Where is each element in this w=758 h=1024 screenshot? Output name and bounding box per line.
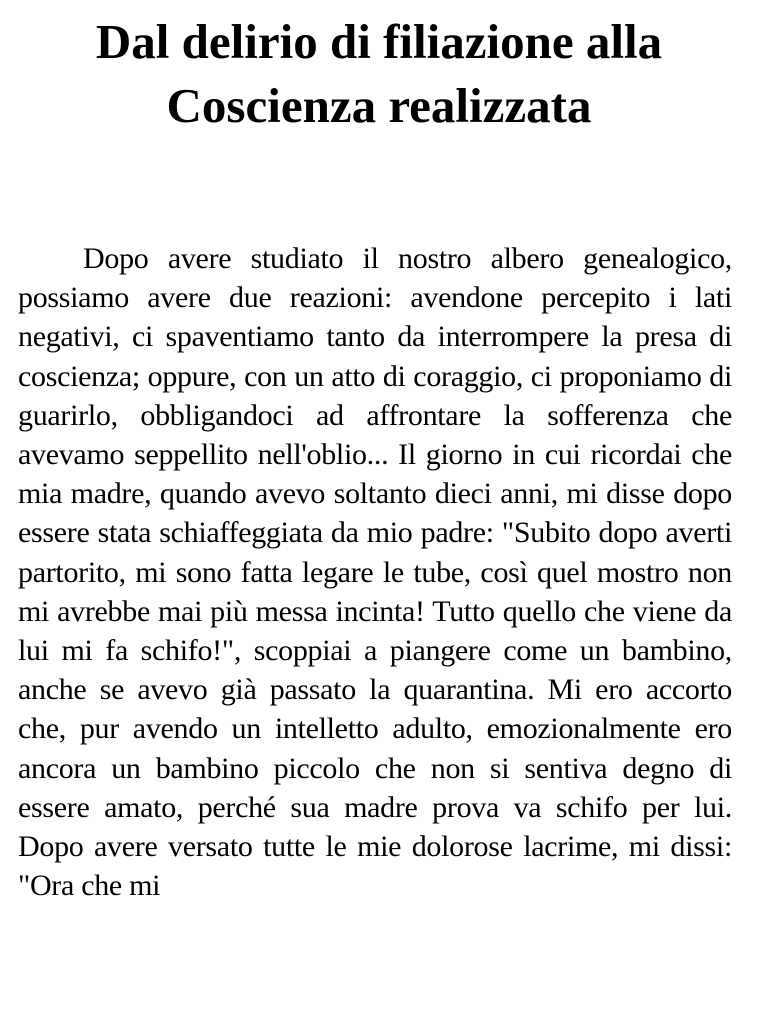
chapter-title [0,10,758,138]
body-paragraph: Dopo avere studiato il nostro albero genealogico, possiamo avere due reazioni: avendone percepito i lati negativi, ci spaventiamo tanto da interrompere la presa di coscienza; oppure, con un atto di coraggio, ci proponiamo di guarirlo, obbligandoci ad affrontare la sofferenza che avevamo seppellito nell'oblio... Il giorno in cui ricordai che mia madre, quando avevo soltanto dieci anni, mi disse dopo essere stata schiaffeggiata da mio padre: "Subito dopo averti partorito, mi sono fatta legare le tube, così quel mostro non mi avrebbe mai più messa incinta! Tutto quello che viene da lui mi fa schifo!", scoppiai a piangere come un bambino, anche se avevo già passato la quarantina. Mi ero accorto che, pur avendo un intelletto adulto, emozionalmente ero ancora un bambino piccolo che non si sentiva degno di essere amato, perché sua madre prova va schifo per lui. Dopo avere versato tutte le mie dolorose lacrime, mi dissi: "Ora che mi [18,242,732,903]
chapter-title-line-1: Dal delirio di filiazione alla [95,14,663,69]
chapter-title-line-2: Coscienza realizzata [166,78,592,133]
